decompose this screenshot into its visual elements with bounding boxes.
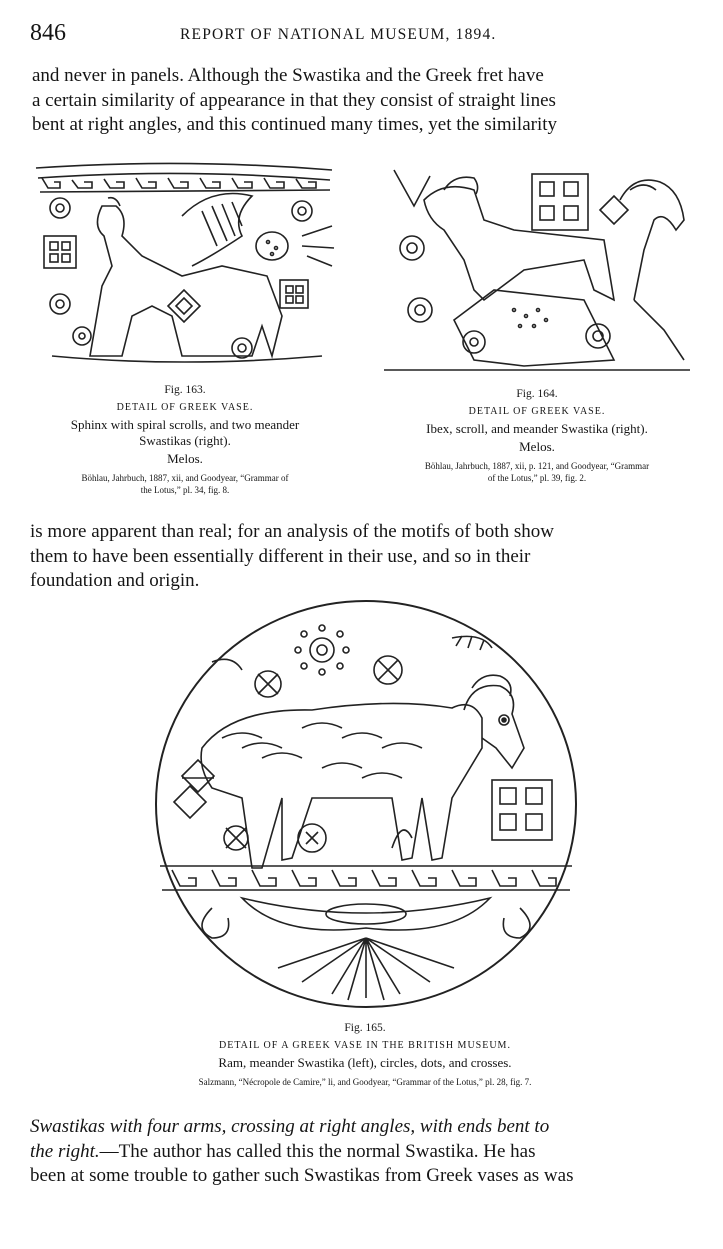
fig164-ibex-vase-illustration (384, 160, 690, 374)
italic-heading-line: Swastikas with four arms, crossing at right angles, with ends bent to (30, 1116, 550, 1137)
figure-place: Melos. (519, 439, 555, 454)
figure-source: Böhlau, Jahrbuch, 1887, xii, p. 121, and Goodyear, “Grammar (424, 461, 650, 471)
text-line: is more apparent than real; for an analysis of the motifs of both show (30, 521, 554, 542)
figure-source: Böhlau, Jahrbuch, 1887, xii, and Goodyear, “Grammar of (81, 473, 289, 483)
text-line: and never in panels. Although the Swastika and the Greek fret have (32, 65, 544, 86)
page-header (30, 20, 695, 50)
italic-heading-line: the right. (30, 1140, 100, 1162)
figure-description: Ram, meander Swastika (left), circles, dots, and crosses. (218, 1055, 512, 1070)
text-line: been at some trouble to gather such Swastikas from Greek vases as was (30, 1165, 574, 1186)
paragraph-normal-swastika (30, 1115, 696, 1189)
text-line: them to have been essentially different in their use, and so in their (30, 545, 531, 567)
figure-source: the Lotus,” pl. 34, fig. 8. (140, 485, 230, 495)
text-line: bent at right angles, and this continued many times, yet the similarity (32, 114, 558, 135)
running-title: REPORT OF NATIONAL MUSEUM, 1894. (180, 26, 497, 43)
figure-description: Swastikas (right). (139, 433, 231, 448)
figure-number: Fig. 164. (516, 388, 558, 400)
figure-description: Ibex, scroll, and meander Swastika (right). (426, 421, 648, 436)
paragraph-intro (32, 64, 692, 138)
figure-source: Salzmann, “Nécropole de Camire,” li, and Goodyear, “Grammar of the Lotus,” pl. 28, fig. 7. (198, 1077, 532, 1087)
paragraph-analysis (30, 520, 694, 594)
figure-number: Fig. 165. (344, 1022, 386, 1034)
text-line: —The author has called this the normal Swastika. He has (99, 1140, 536, 1162)
fig163-sphinx-vase-illustration (32, 156, 340, 374)
figure-number: Fig. 163. (164, 384, 206, 396)
fig165-ram-vase-illustration (152, 598, 580, 1010)
figure-title: DETAIL OF GREEK VASE. (116, 402, 254, 413)
text-line: a certain similarity of appearance in that they consist of straight lines (32, 89, 556, 111)
page-number: 846 (30, 20, 66, 46)
figure-description: Sphinx with spiral scrolls, and two meander (70, 417, 300, 432)
text-line: foundation and origin. (30, 570, 200, 591)
fig164-caption (380, 388, 694, 484)
fig163-caption (30, 384, 340, 496)
figure-title: DETAIL OF A GREEK VASE IN THE BRITISH MUSEUM. (219, 1040, 511, 1051)
figure-source: of the Lotus,” pl. 39, fig. 2. (487, 473, 587, 483)
figure-place: Melos. (167, 451, 203, 466)
fig165-caption (100, 1022, 630, 1088)
figure-title: DETAIL OF GREEK VASE. (468, 406, 606, 417)
